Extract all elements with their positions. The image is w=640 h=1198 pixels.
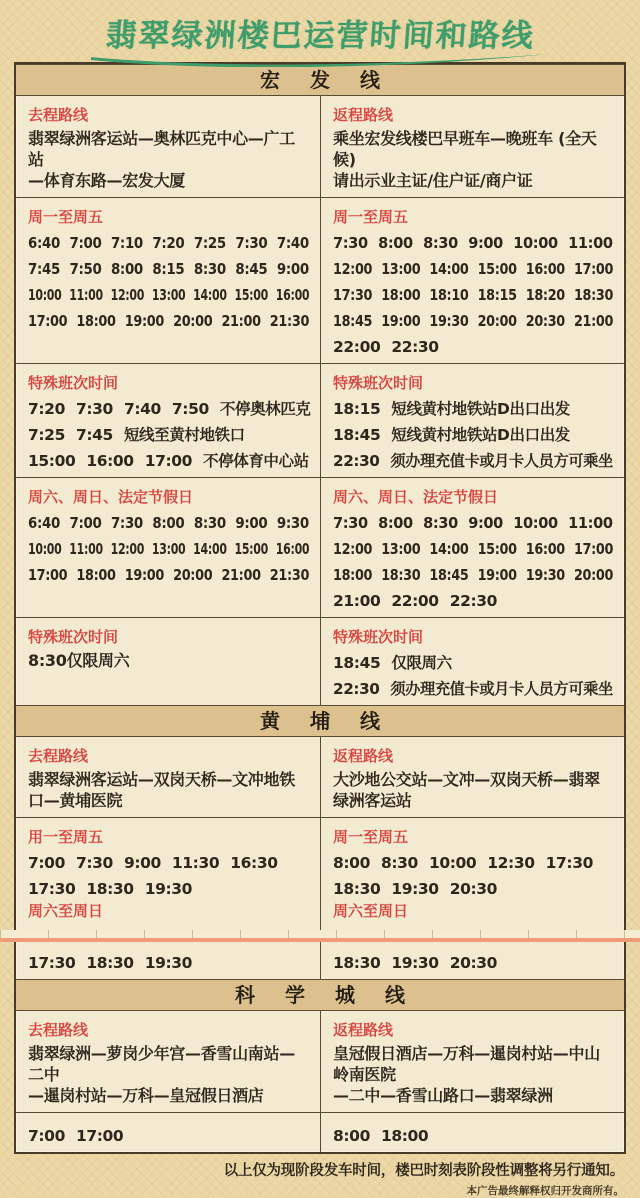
time-value: 仅限周六 bbox=[391, 654, 452, 672]
time-value: 8:45 bbox=[235, 260, 268, 278]
right-cell bbox=[320, 478, 624, 617]
schedule-row bbox=[16, 737, 624, 817]
time-value: 18:45 bbox=[429, 566, 469, 584]
schedule-row bbox=[16, 96, 624, 197]
time-value: 8:15 bbox=[152, 260, 185, 278]
time-value: 6:40 bbox=[28, 514, 60, 532]
right-cell bbox=[320, 364, 624, 477]
time-value: 7:00 bbox=[69, 514, 102, 532]
block-label: 用一至周五 bbox=[28, 828, 104, 846]
time-value: 18:45 bbox=[333, 426, 381, 444]
time-value: 9:00 bbox=[123, 854, 161, 872]
time-row bbox=[28, 514, 309, 533]
time-value: 21:00 bbox=[333, 592, 381, 610]
time-value: 21:00 bbox=[221, 566, 261, 584]
page-title: 翡翠绿洲楼巴运营时间和路线 bbox=[103, 18, 536, 54]
schedule-row bbox=[16, 197, 624, 363]
time-value: 7:30 bbox=[333, 514, 368, 532]
block-label: 特殊班次时间 bbox=[28, 628, 119, 646]
time-value: 19:00 bbox=[477, 566, 517, 584]
left-cell bbox=[16, 1011, 320, 1112]
time-value: 7:20 bbox=[28, 400, 65, 418]
route-text: 8:30仅限周六 bbox=[28, 651, 130, 670]
route-text: 翡翠绿洲—萝岗少年宫—香雪山南站—二中 bbox=[28, 1044, 295, 1084]
right-cell bbox=[320, 1011, 624, 1112]
time-value: 12:00 bbox=[333, 260, 373, 278]
time-value: 18:10 bbox=[429, 286, 469, 304]
time-value: 18:00 bbox=[380, 1127, 429, 1145]
time-row bbox=[333, 286, 614, 305]
time-value: 10:00 bbox=[428, 854, 477, 872]
time-value: 19:30 bbox=[391, 880, 439, 898]
time-value: 18:15 bbox=[477, 286, 517, 304]
time-row bbox=[28, 540, 310, 559]
time-value: 不停奥林匹克 bbox=[219, 400, 311, 418]
time-row bbox=[333, 234, 613, 253]
time-value: 14:00 bbox=[193, 540, 227, 558]
time-value: 19:30 bbox=[144, 880, 193, 898]
time-value: 短线黄村地铁站D出口出发 bbox=[391, 400, 570, 418]
time-value: 7:40 bbox=[276, 234, 309, 252]
schedule-table bbox=[14, 62, 626, 1154]
time-row bbox=[333, 1127, 613, 1146]
time-value: 7:30 bbox=[110, 514, 143, 532]
block-label: 返程路线 bbox=[333, 1021, 394, 1039]
time-value: 8:00 bbox=[333, 854, 370, 872]
schedule-row bbox=[16, 363, 624, 477]
block-label: 去程路线 bbox=[28, 106, 89, 124]
route-text: —体育东路—宏发大厦 bbox=[28, 171, 186, 190]
time-value: 8:00 bbox=[110, 260, 143, 278]
footer-disclaimer: 本广告最终解释权归开发商所有。 bbox=[466, 1185, 624, 1197]
time-value: 16:00 bbox=[525, 260, 565, 278]
right-cell bbox=[320, 737, 624, 817]
time-value: 20:30 bbox=[525, 312, 565, 330]
time-value: 7:40 bbox=[123, 400, 161, 418]
section-header-kexuecheng: 科学城线 bbox=[16, 979, 624, 1011]
section-header-huangpu: 黄埔线 bbox=[16, 705, 624, 737]
time-row bbox=[28, 566, 310, 585]
time-value: 7:20 bbox=[152, 234, 185, 252]
time-value: 19:00 bbox=[124, 566, 164, 584]
time-value: 8:00 bbox=[378, 514, 413, 532]
time-row bbox=[333, 400, 613, 419]
schedule-row bbox=[16, 477, 624, 617]
time-value: 8:00 bbox=[378, 234, 413, 252]
time-value: 7:00 bbox=[28, 854, 65, 872]
right-cell bbox=[320, 818, 624, 979]
time-value: 18:20 bbox=[525, 286, 565, 304]
time-value: 18:00 bbox=[333, 566, 373, 584]
time-value: 7:30 bbox=[75, 400, 113, 418]
schedule-row bbox=[16, 817, 624, 979]
time-value: 22:30 bbox=[333, 452, 380, 470]
time-value: 6:40 bbox=[28, 234, 60, 252]
time-value: 7:10 bbox=[110, 234, 143, 252]
time-value: 17:00 bbox=[144, 452, 193, 470]
time-value: 12:30 bbox=[487, 854, 535, 872]
time-row bbox=[28, 452, 309, 471]
time-value: 7:00 bbox=[69, 234, 102, 252]
route-text: 皇冠假日酒店—万科—暹岗村站—中山岭南医院 bbox=[333, 1044, 600, 1084]
time-value: 9:00 bbox=[235, 514, 268, 532]
time-value: 19:00 bbox=[124, 312, 164, 330]
time-value: 17:00 bbox=[28, 566, 68, 584]
time-value: 17:00 bbox=[28, 312, 68, 330]
time-value: 18:15 bbox=[333, 400, 381, 418]
route-text: 大沙地公交站—文冲—双岗天桥—翡翠绿洲客运站 bbox=[333, 770, 600, 810]
time-value: 22:00 bbox=[391, 592, 439, 610]
time-row bbox=[28, 954, 309, 973]
time-value: 22:30 bbox=[449, 592, 498, 610]
time-value: 18:30 bbox=[381, 566, 421, 584]
time-value: 7:00 bbox=[28, 1127, 65, 1145]
time-value: 11:00 bbox=[69, 286, 103, 304]
time-value: 15:00 bbox=[234, 286, 268, 304]
time-row bbox=[28, 426, 309, 445]
time-value: 22:30 bbox=[391, 338, 439, 356]
time-row bbox=[333, 540, 614, 559]
time-value: 15:00 bbox=[28, 452, 76, 470]
time-value: 12:00 bbox=[333, 540, 373, 558]
time-value: 16:00 bbox=[275, 286, 310, 304]
time-value: 17:30 bbox=[28, 954, 76, 972]
time-value: 14:00 bbox=[193, 286, 227, 304]
time-value: 19:00 bbox=[381, 312, 421, 330]
time-row bbox=[333, 654, 613, 673]
right-cell bbox=[320, 198, 624, 363]
time-value: 21:00 bbox=[221, 312, 261, 330]
block-label: 周六、周日、法定节假日 bbox=[333, 488, 499, 506]
time-row bbox=[333, 260, 614, 279]
time-value: 8:00 bbox=[333, 1127, 370, 1145]
time-row bbox=[28, 854, 309, 873]
block-label: 返程路线 bbox=[333, 747, 394, 765]
time-row bbox=[28, 1127, 309, 1146]
block-label: 特殊班次时间 bbox=[333, 374, 424, 392]
block-label: 周一至周五 bbox=[333, 208, 409, 226]
time-value: 17:30 bbox=[545, 854, 593, 872]
time-value: 7:45 bbox=[75, 426, 113, 444]
left-cell bbox=[16, 198, 320, 363]
time-value: 16:00 bbox=[275, 540, 310, 558]
left-cell bbox=[16, 364, 320, 477]
time-value: 8:30 bbox=[423, 514, 458, 532]
time-row bbox=[333, 954, 613, 973]
time-value: 10:00 bbox=[513, 234, 558, 252]
time-value: 7:25 bbox=[193, 234, 226, 252]
time-value: 19:30 bbox=[429, 312, 469, 330]
time-row bbox=[28, 400, 309, 419]
time-value: 7:30 bbox=[333, 234, 368, 252]
block-label: 去程路线 bbox=[28, 1021, 89, 1039]
right-cell bbox=[320, 618, 624, 705]
time-row bbox=[333, 566, 614, 585]
time-value: 短线黄村地铁站D出口出发 bbox=[391, 426, 570, 444]
time-row bbox=[333, 592, 613, 611]
time-value: 13:00 bbox=[381, 540, 421, 558]
block-label: 去程路线 bbox=[28, 747, 89, 765]
time-value: 21:30 bbox=[269, 566, 310, 584]
time-value: 7:30 bbox=[235, 234, 268, 252]
time-value: 18:30 bbox=[573, 286, 614, 304]
block-label: 特殊班次时间 bbox=[333, 628, 424, 646]
time-row bbox=[333, 452, 613, 471]
time-value: 8:30 bbox=[423, 234, 458, 252]
time-row bbox=[333, 514, 613, 533]
time-value: 14:00 bbox=[429, 540, 469, 558]
footer-note: 以上仅为现阶段发车时间，楼巴时刻表阶段性调整将另行通知。 bbox=[223, 1163, 624, 1179]
bottom-edge-strip bbox=[0, 930, 640, 942]
time-row bbox=[28, 234, 309, 253]
left-cell bbox=[16, 737, 320, 817]
time-value: 7:25 bbox=[28, 426, 65, 444]
left-cell bbox=[16, 1113, 320, 1152]
route-text: 乘坐宏发线楼巴早班车—晚班车 (全天候) bbox=[333, 129, 597, 169]
route-text: —暹岗村站—万科—皇冠假日酒店 bbox=[28, 1086, 264, 1105]
time-row bbox=[333, 680, 613, 699]
route-text: —二中—香雪山路口—翡翠绿洲 bbox=[333, 1086, 553, 1105]
time-value: 9:00 bbox=[468, 514, 503, 532]
time-value: 14:00 bbox=[429, 260, 469, 278]
time-value: 10:00 bbox=[28, 286, 62, 304]
block-label: 周六、周日、法定节假日 bbox=[28, 488, 194, 506]
time-value: 15:00 bbox=[477, 260, 517, 278]
time-value: 18:00 bbox=[76, 566, 116, 584]
time-value: 7:50 bbox=[171, 400, 209, 418]
schedule-row bbox=[16, 617, 624, 705]
time-row bbox=[333, 426, 613, 445]
footer bbox=[16, 1159, 624, 1198]
time-value: 21:30 bbox=[269, 312, 310, 330]
right-cell bbox=[320, 1113, 624, 1152]
left-cell bbox=[16, 478, 320, 617]
time-value: 须办理充值卡或月卡人员方可乘坐 bbox=[390, 680, 613, 698]
time-value: 17:30 bbox=[28, 880, 76, 898]
time-value: 8:00 bbox=[152, 514, 185, 532]
time-value: 20:30 bbox=[449, 880, 498, 898]
time-value: 须办理充值卡或月卡人员方可乘坐 bbox=[390, 452, 613, 470]
time-value: 22:30 bbox=[333, 680, 380, 698]
time-value: 19:30 bbox=[391, 954, 439, 972]
time-value: 20:00 bbox=[173, 312, 213, 330]
route-text: 请出示业主证/住户证/商户证 bbox=[333, 171, 533, 190]
left-cell bbox=[16, 96, 320, 197]
left-cell bbox=[16, 818, 320, 979]
title-block bbox=[0, 0, 640, 62]
time-value: 17:00 bbox=[75, 1127, 124, 1145]
time-value: 18:00 bbox=[381, 286, 421, 304]
time-value: 不停体育中心站 bbox=[203, 452, 309, 470]
time-value: 20:00 bbox=[173, 566, 213, 584]
schedule-row bbox=[16, 1011, 624, 1112]
time-value: 10:00 bbox=[28, 540, 62, 558]
time-value: 11:00 bbox=[69, 540, 103, 558]
time-value: 11:00 bbox=[568, 234, 613, 252]
time-value: 13:00 bbox=[151, 540, 186, 558]
time-value: 16:30 bbox=[230, 854, 278, 872]
left-cell bbox=[16, 618, 320, 705]
time-value: 16:00 bbox=[525, 540, 565, 558]
time-value: 11:30 bbox=[171, 854, 220, 872]
time-value: 17:30 bbox=[333, 286, 373, 304]
time-value: 11:00 bbox=[568, 514, 613, 532]
time-value: 18:00 bbox=[76, 312, 116, 330]
block-label: 周一至周五 bbox=[333, 828, 409, 846]
route-text: 翡翠绿洲客运站—双岗天桥—文冲地铁口—黄埔医院 bbox=[28, 770, 295, 810]
time-value: 15:00 bbox=[234, 540, 268, 558]
time-value: 20:00 bbox=[477, 312, 517, 330]
time-value: 7:30 bbox=[75, 854, 113, 872]
time-row bbox=[28, 260, 309, 279]
time-row bbox=[333, 338, 613, 357]
time-value: 9:00 bbox=[468, 234, 503, 252]
time-row bbox=[28, 312, 310, 331]
time-value: 20:00 bbox=[573, 566, 614, 584]
time-value: 17:00 bbox=[573, 260, 614, 278]
time-value: 18:45 bbox=[333, 312, 373, 330]
time-value: 12:00 bbox=[110, 286, 145, 304]
time-row bbox=[333, 854, 613, 873]
time-value: 9:30 bbox=[276, 514, 309, 532]
time-value: 10:00 bbox=[513, 514, 558, 532]
time-value: 18:30 bbox=[333, 880, 381, 898]
time-row bbox=[333, 312, 614, 331]
time-value: 15:00 bbox=[477, 540, 517, 558]
block-label: 周一至周五 bbox=[28, 208, 104, 226]
time-value: 20:30 bbox=[449, 954, 498, 972]
time-value: 21:00 bbox=[573, 312, 614, 330]
right-cell bbox=[320, 96, 624, 197]
time-row bbox=[333, 880, 613, 899]
time-value: 19:30 bbox=[144, 954, 193, 972]
time-value: 18:30 bbox=[86, 880, 134, 898]
block-label: 特殊班次时间 bbox=[28, 374, 119, 392]
time-row bbox=[28, 880, 309, 899]
block-label: 周六至周日 bbox=[28, 902, 104, 920]
time-value: 8:30 bbox=[380, 854, 418, 872]
time-row bbox=[28, 286, 310, 305]
time-value: 16:00 bbox=[86, 452, 134, 470]
time-value: 18:30 bbox=[333, 954, 381, 972]
section-header-hongfa: 宏发线 bbox=[16, 64, 624, 96]
block-label: 周六至周日 bbox=[333, 902, 409, 920]
time-value: 22:00 bbox=[333, 338, 381, 356]
time-value: 19:30 bbox=[525, 566, 565, 584]
time-value: 7:50 bbox=[69, 260, 102, 278]
time-value: 7:45 bbox=[28, 260, 60, 278]
schedule-row bbox=[16, 1112, 624, 1152]
time-value: 短线至黄村地铁口 bbox=[123, 426, 245, 444]
time-value: 8:30 bbox=[193, 514, 226, 532]
time-value: 9:00 bbox=[276, 260, 309, 278]
time-value: 13:00 bbox=[381, 260, 421, 278]
block-label: 返程路线 bbox=[333, 106, 394, 124]
time-value: 17:00 bbox=[573, 540, 614, 558]
time-value: 18:30 bbox=[86, 954, 134, 972]
route-text: 翡翠绿洲客运站—奥林匹克中心—广工站 bbox=[28, 129, 295, 169]
time-value: 12:00 bbox=[110, 540, 145, 558]
time-value: 8:30 bbox=[193, 260, 226, 278]
time-value: 18:45 bbox=[333, 654, 381, 672]
time-value: 13:00 bbox=[151, 286, 186, 304]
